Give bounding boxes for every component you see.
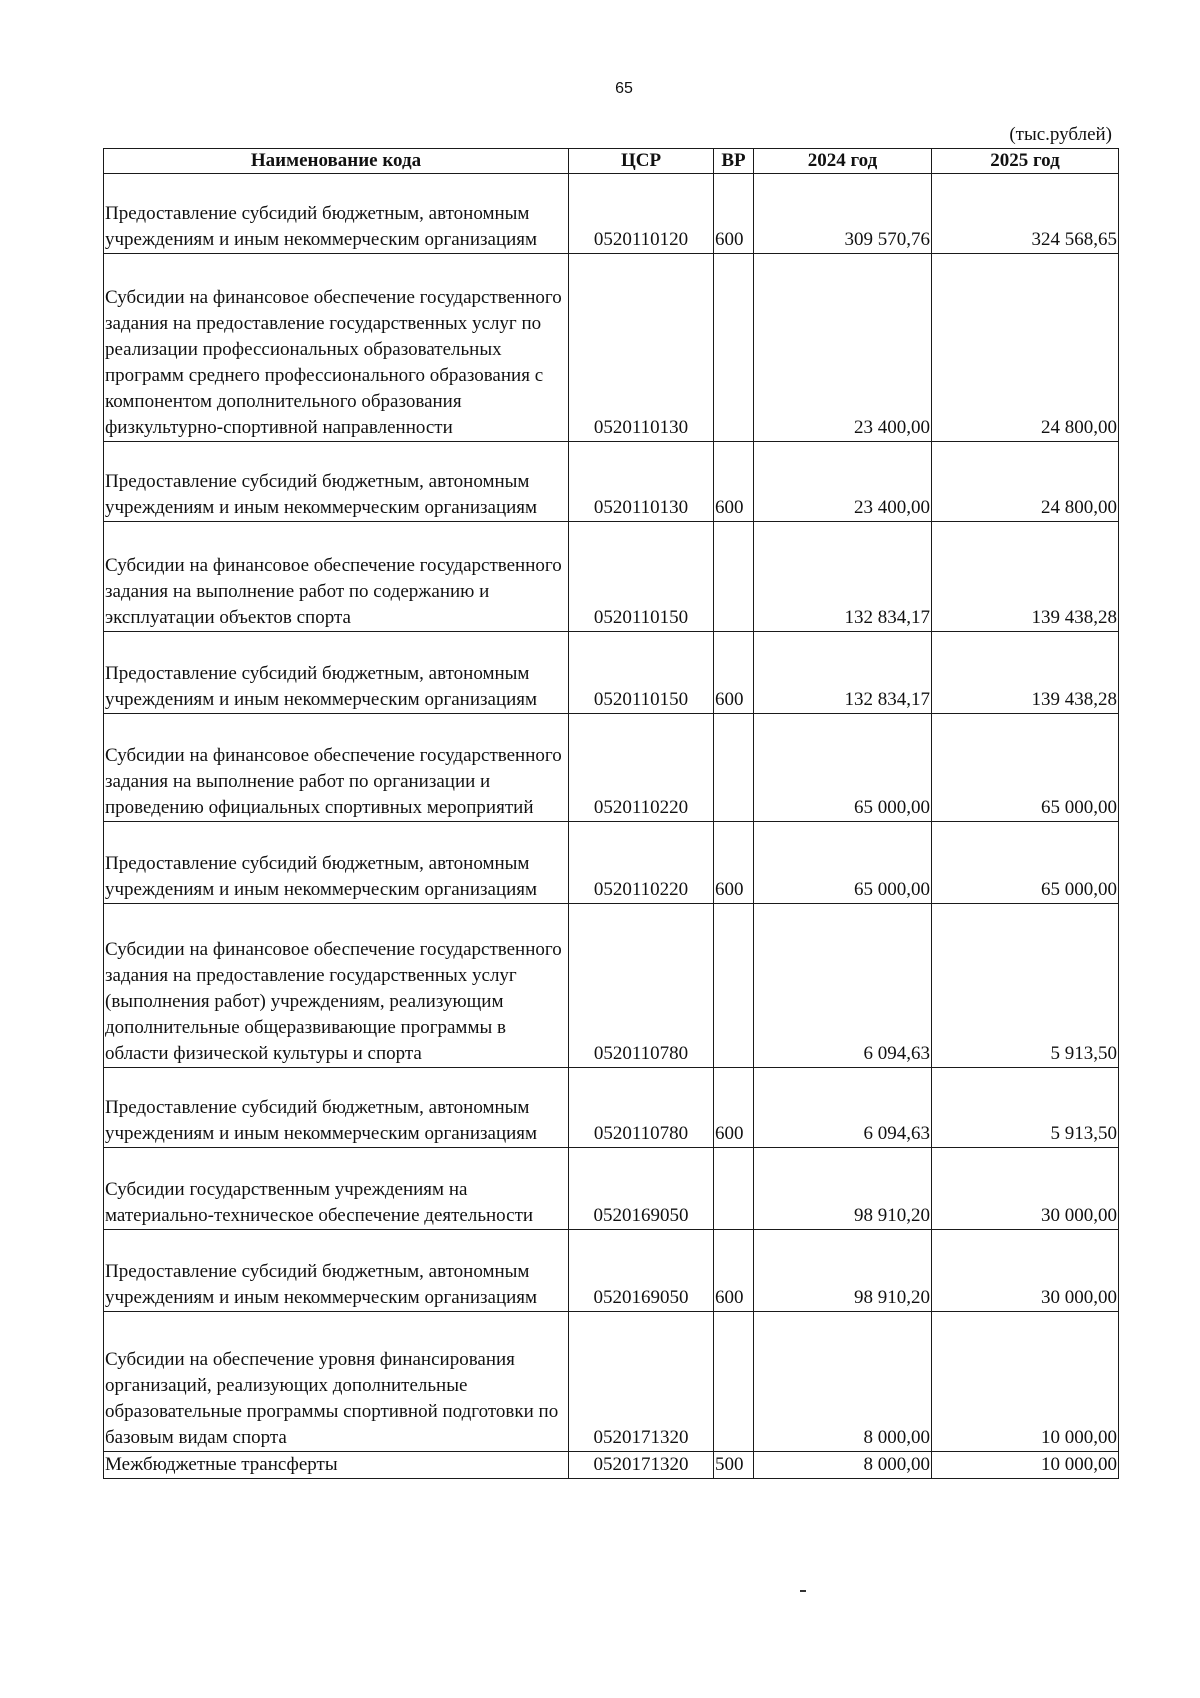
row-value-2025: 139 438,28 bbox=[932, 632, 1119, 714]
table-header-row bbox=[104, 149, 1119, 174]
row-csr: 0520110130 bbox=[569, 254, 714, 442]
row-value-2024: 23 400,00 bbox=[754, 442, 932, 522]
table-row bbox=[104, 1068, 1119, 1148]
row-value-2024: 65 000,00 bbox=[754, 822, 932, 904]
row-value-2024: 8 000,00 bbox=[754, 1452, 932, 1479]
row-csr: 0520110780 bbox=[569, 1068, 714, 1148]
header-name: Наименование кода bbox=[104, 149, 569, 174]
row-name: Межбюджетные трансферты bbox=[104, 1452, 569, 1479]
row-csr: 0520110120 bbox=[569, 174, 714, 254]
units-label: (тыс.рублей) bbox=[1009, 124, 1112, 145]
row-value-2025: 5 913,50 bbox=[932, 1068, 1119, 1148]
row-value-2025: 65 000,00 bbox=[932, 822, 1119, 904]
row-vr bbox=[714, 254, 754, 442]
row-value-2025: 24 800,00 bbox=[932, 442, 1119, 522]
row-vr bbox=[714, 1148, 754, 1230]
row-vr: 600 bbox=[714, 1230, 754, 1312]
row-value-2025: 139 438,28 bbox=[932, 522, 1119, 632]
row-vr bbox=[714, 904, 754, 1068]
row-name: Предоставление субсидий бюджетным, автономным учреждениям и иным некоммерческим организациям bbox=[104, 174, 569, 254]
row-name: Субсидии на финансовое обеспечение государственного задания на предоставление государственных услуг (выполнения работ) учреждениям, реализующим дополнительные общеразвивающие программы в области физической культуры и спорта bbox=[104, 904, 569, 1068]
row-csr: 0520110220 bbox=[569, 714, 714, 822]
row-vr bbox=[714, 522, 754, 632]
table-row bbox=[104, 1312, 1119, 1452]
row-csr: 0520171320 bbox=[569, 1452, 714, 1479]
scan-dash-mark bbox=[800, 1590, 806, 1592]
row-name: Субсидии на обеспечение уровня финансирования организаций, реализующих дополнительные образовательные программы спортивной подготовки по базовым видам спорта bbox=[104, 1312, 569, 1452]
table-row bbox=[104, 1148, 1119, 1230]
row-vr: 600 bbox=[714, 632, 754, 714]
row-vr bbox=[714, 714, 754, 822]
row-csr: 0520110220 bbox=[569, 822, 714, 904]
row-vr bbox=[714, 1312, 754, 1452]
row-vr: 600 bbox=[714, 442, 754, 522]
table-row bbox=[104, 254, 1119, 442]
table-row bbox=[104, 522, 1119, 632]
row-name: Предоставление субсидий бюджетным, автономным учреждениям и иным некоммерческим организациям bbox=[104, 822, 569, 904]
row-vr: 600 bbox=[714, 174, 754, 254]
header-year-2024: 2024 год bbox=[754, 149, 932, 174]
row-value-2024: 132 834,17 bbox=[754, 522, 932, 632]
table-row bbox=[104, 822, 1119, 904]
page-number: 65 bbox=[615, 80, 633, 97]
row-name: Субсидии на финансовое обеспечение государственного задания на предоставление государственных услуг по реализации профессиональных образовательных программ среднего профессионального образования с компонентом дополнительного образования физкультурно-спортивной направленности bbox=[104, 254, 569, 442]
row-vr: 500 bbox=[714, 1452, 754, 1479]
row-value-2025: 10 000,00 bbox=[932, 1452, 1119, 1479]
row-name: Субсидии государственным учреждениям на материально-техническое обеспечение деятельности bbox=[104, 1148, 569, 1230]
header-csr: ЦСР bbox=[569, 149, 714, 174]
row-csr: 0520169050 bbox=[569, 1148, 714, 1230]
row-value-2025: 65 000,00 bbox=[932, 714, 1119, 822]
row-name: Предоставление субсидий бюджетным, автономным учреждениям и иным некоммерческим организациям bbox=[104, 1068, 569, 1148]
row-value-2025: 324 568,65 bbox=[932, 174, 1119, 254]
row-value-2024: 98 910,20 bbox=[754, 1230, 932, 1312]
row-name: Предоставление субсидий бюджетным, автономным учреждениям и иным некоммерческим организациям bbox=[104, 1230, 569, 1312]
row-value-2024: 8 000,00 bbox=[754, 1312, 932, 1452]
row-vr: 600 bbox=[714, 1068, 754, 1148]
row-value-2025: 24 800,00 bbox=[932, 254, 1119, 442]
row-csr: 0520110130 bbox=[569, 442, 714, 522]
row-csr: 0520110780 bbox=[569, 904, 714, 1068]
table-row bbox=[104, 174, 1119, 254]
row-name: Предоставление субсидий бюджетным, автономным учреждениям и иным некоммерческим организациям bbox=[104, 442, 569, 522]
header-year-2025: 2025 год bbox=[932, 149, 1119, 174]
row-vr: 600 bbox=[714, 822, 754, 904]
row-value-2024: 6 094,63 bbox=[754, 1068, 932, 1148]
row-value-2025: 5 913,50 bbox=[932, 904, 1119, 1068]
table-row bbox=[104, 632, 1119, 714]
row-value-2024: 98 910,20 bbox=[754, 1148, 932, 1230]
row-value-2024: 65 000,00 bbox=[754, 714, 932, 822]
row-value-2025: 30 000,00 bbox=[932, 1148, 1119, 1230]
row-csr: 0520169050 bbox=[569, 1230, 714, 1312]
table-row bbox=[104, 1452, 1119, 1479]
row-csr: 0520171320 bbox=[569, 1312, 714, 1452]
row-value-2024: 6 094,63 bbox=[754, 904, 932, 1068]
row-name: Субсидии на финансовое обеспечение государственного задания на выполнение работ по содержанию и эксплуатации объектов спорта bbox=[104, 522, 569, 632]
row-csr: 0520110150 bbox=[569, 522, 714, 632]
table-row bbox=[104, 904, 1119, 1068]
table-row bbox=[104, 714, 1119, 822]
row-name: Предоставление субсидий бюджетным, автономным учреждениям и иным некоммерческим организациям bbox=[104, 632, 569, 714]
row-value-2024: 23 400,00 bbox=[754, 254, 932, 442]
row-name: Субсидии на финансовое обеспечение государственного задания на выполнение работ по организации и проведению официальных спортивных мероприятий bbox=[104, 714, 569, 822]
row-value-2025: 30 000,00 bbox=[932, 1230, 1119, 1312]
header-vr: ВР bbox=[714, 149, 754, 174]
table-row bbox=[104, 1230, 1119, 1312]
row-value-2024: 132 834,17 bbox=[754, 632, 932, 714]
row-csr: 0520110150 bbox=[569, 632, 714, 714]
row-value-2024: 309 570,76 bbox=[754, 174, 932, 254]
row-value-2025: 10 000,00 bbox=[932, 1312, 1119, 1452]
budget-table bbox=[103, 148, 1119, 1479]
table-row bbox=[104, 442, 1119, 522]
